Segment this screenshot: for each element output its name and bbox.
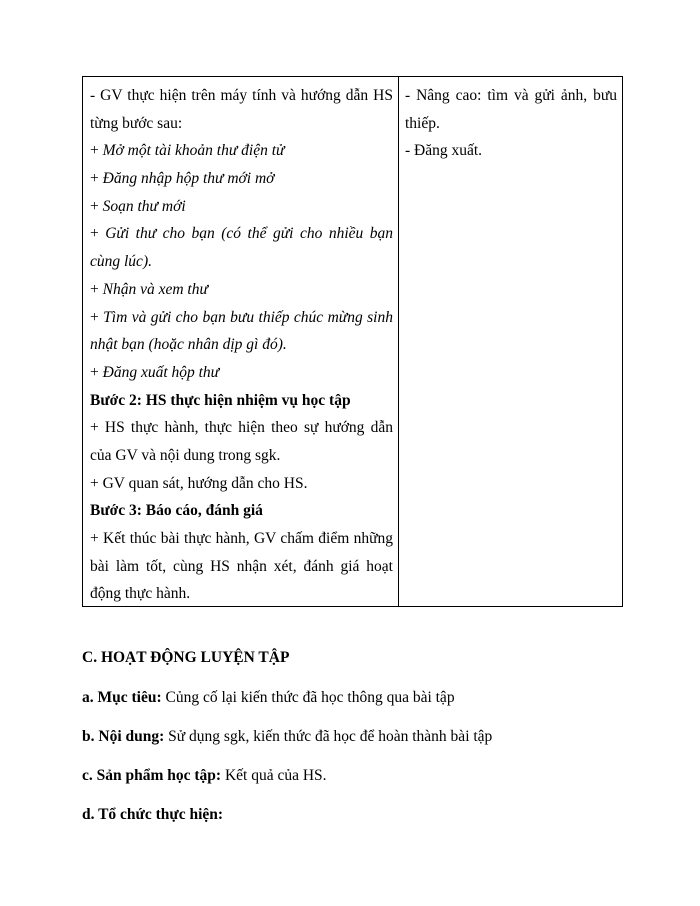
table-left-column (90, 82, 393, 608)
table-left-line (90, 497, 393, 525)
table-left-line (90, 331, 393, 359)
organization-line (82, 805, 642, 825)
bullet-plus: + (90, 280, 103, 298)
table-left-line (90, 470, 393, 498)
table-left-line (90, 553, 393, 581)
line-text: bài làm tốt, cùng HS nhận xét, đánh giá hoạt (90, 557, 393, 575)
line-text: Tìm và gửi cho bạn bưu thiếp chúc mừng sinh (103, 308, 393, 326)
bullet-plus: + (90, 308, 104, 326)
line-text: của GV và nội dung trong sgk. (90, 446, 281, 464)
table-left-line (90, 248, 393, 276)
bullet-plus: + (90, 170, 103, 188)
table-right-line (405, 110, 617, 138)
line-text: - Đăng xuất. (405, 142, 483, 160)
line-text: + Kết thúc bài thực hành, GV chấm điểm những (90, 530, 393, 547)
line-text: Đăng nhập hộp thư mới mở (102, 170, 275, 188)
line-text: - Nâng cao: tìm và gửi ảnh, bưu (405, 87, 617, 104)
table-left-line (90, 359, 393, 387)
line-text: - GV thực hiện trên máy tính và hướng dẫn HS (90, 87, 393, 104)
content-line (82, 727, 642, 747)
line-text: Mở một tài khoản thư điện tử (102, 142, 285, 160)
product-line (82, 766, 642, 786)
table-right-line (405, 82, 617, 110)
table-column-divider (398, 77, 399, 606)
objective-label: a. Mục tiêu: (82, 689, 162, 706)
table-left-line (90, 414, 393, 442)
table-right-line (405, 137, 617, 165)
table-left-line (90, 110, 393, 138)
bullet-plus: + (90, 142, 103, 160)
table-left-line (90, 387, 393, 415)
objective-line (82, 688, 642, 708)
line-text: động thực hành. (90, 585, 191, 603)
line-text: Đăng xuất hộp thư (102, 363, 220, 381)
table-left-line (90, 304, 393, 332)
product-text: Kết quả của HS. (221, 767, 327, 784)
content-label: b. Nội dung: (82, 728, 165, 745)
table-right-column (405, 82, 617, 165)
line-text: từng bước sau: (90, 114, 183, 132)
table-left-line (90, 220, 393, 248)
line-text: + GV quan sát, hướng dẫn cho HS. (90, 474, 308, 492)
organization-label: d. Tổ chức thực hiện: (82, 806, 224, 823)
line-text: Bước 3: Báo cáo, đánh giá (90, 502, 263, 520)
table-left-line (90, 580, 393, 608)
line-text: Gửi thư cho bạn (có thể gửi cho nhiều bạn (105, 225, 393, 243)
product-label: c. Sản phẩm học tập: (82, 767, 222, 784)
table-left-line (90, 193, 393, 221)
bullet-plus: + (90, 363, 103, 381)
line-text: Soạn thư mới (102, 197, 186, 215)
table-left-line (90, 525, 393, 553)
line-text: nhật bạn (hoặc nhân dịp gì đó). (90, 336, 287, 354)
line-text: Nhận và xem thư (102, 280, 208, 298)
bullet-plus: + (90, 225, 106, 243)
objective-text: Củng cố lại kiến thức đã học thông qua bài tập (161, 689, 455, 706)
line-text: + HS thực hành, thực hiện theo sự hướng dẫn (90, 419, 393, 437)
table-left-line (90, 165, 393, 193)
line-text: cùng lúc). (90, 253, 152, 271)
table-left-line (90, 276, 393, 304)
section-heading: C. HOẠT ĐỘNG LUYỆN TẬP (82, 649, 290, 666)
content-text: Sử dụng sgk, kiến thức đã học để hoàn thành bài tập (164, 728, 493, 745)
table-left-line (90, 82, 393, 110)
activity-table (82, 76, 623, 607)
bullet-plus: + (90, 197, 103, 215)
line-text: Bước 2: HS thực hiện nhiệm vụ học tập (90, 391, 351, 409)
table-left-line (90, 442, 393, 470)
line-text: thiếp. (405, 114, 440, 132)
table-left-line (90, 137, 393, 165)
